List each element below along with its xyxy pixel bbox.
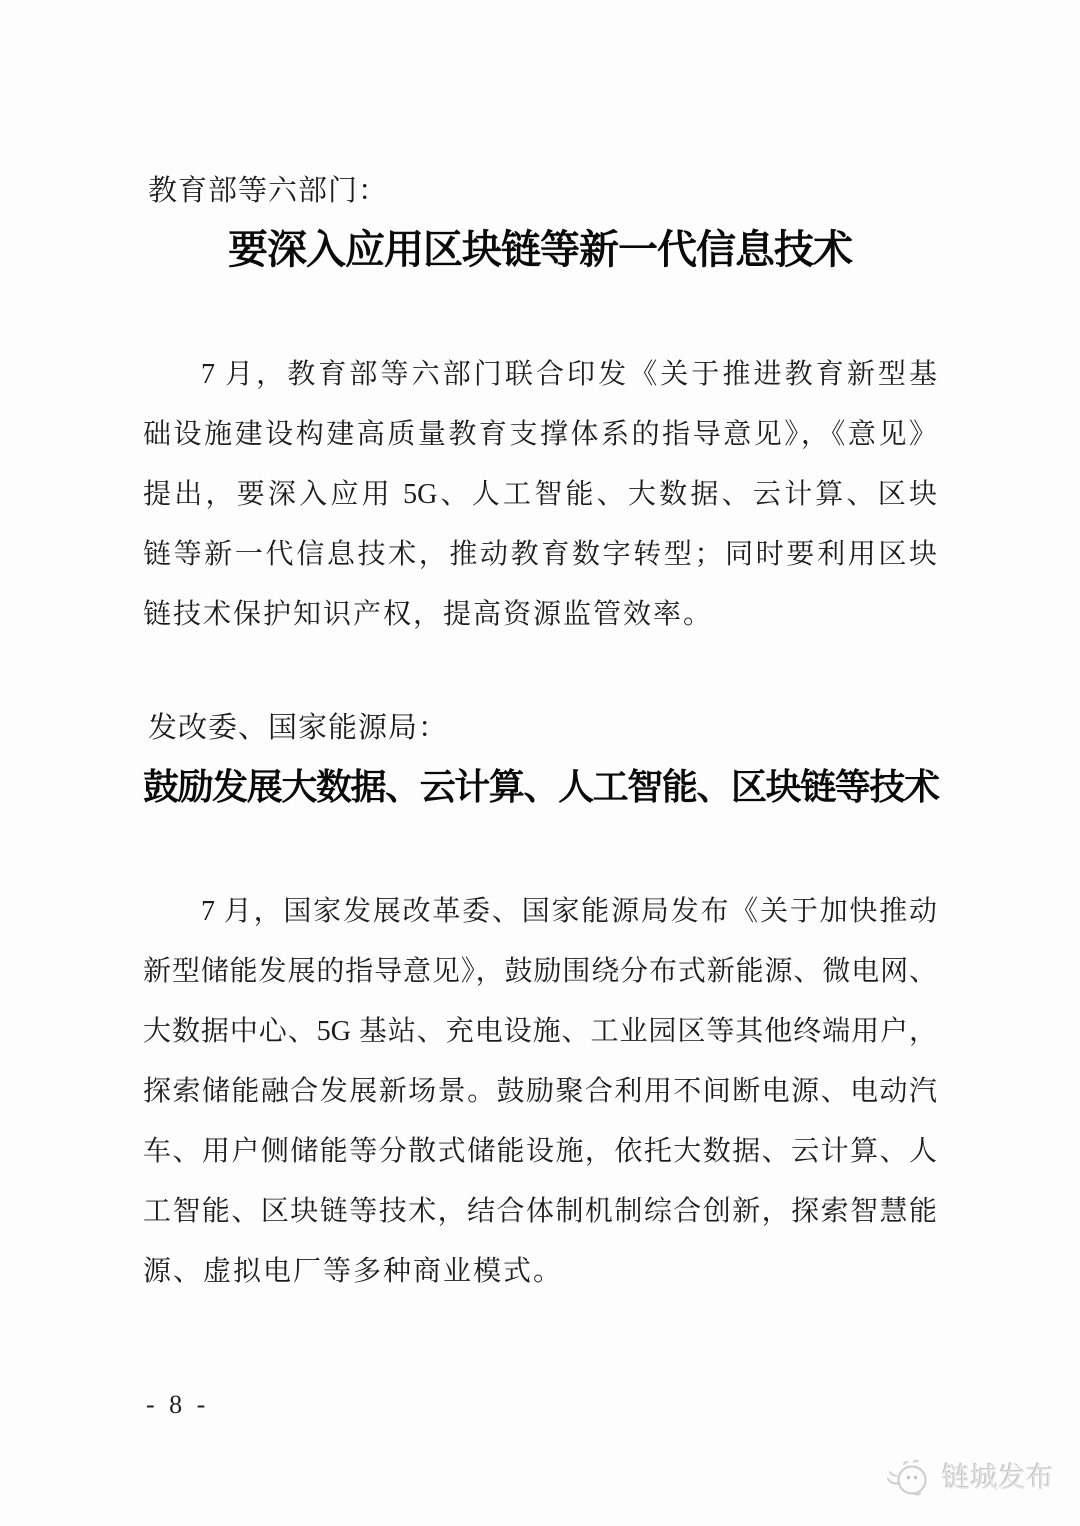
section-1-title: 要深入应用区块链等新一代信息技术	[228, 227, 852, 272]
paragraph-line: 车、用户侧储能等分散式储能设施，依托大数据、云计算、人	[143, 1136, 937, 1167]
paragraph-line: 工智能、区块链等技术，结合体制机制综合创新，探索智慧能	[143, 1196, 937, 1227]
section-2-title: 鼓励发展大数据、云计算、人工智能、区块链等技术	[143, 767, 937, 807]
publisher-watermark	[884, 1455, 1054, 1501]
paragraph-line: 链等新一代信息技术，推动教育数字转型；同时要利用区块	[143, 539, 937, 570]
section-2-kicker: 发改委、国家能源局：	[148, 712, 449, 744]
paragraph-line: 提出，要深入应用 5G、人工智能、大数据、云计算、区块	[143, 479, 937, 510]
paragraph-line: 源、虚拟电厂等多种商业模式。	[143, 1256, 564, 1287]
paragraph-line: 7 月，国家发展改革委、国家能源局发布《关于加快推动	[201, 896, 937, 927]
watermark-label: 链城发布	[942, 1462, 1055, 1493]
paragraph-line: 链技术保护知识产权，提高资源监管效率。	[143, 599, 714, 630]
mascot-bird-icon	[884, 1455, 934, 1501]
section-2-paragraph	[143, 882, 937, 1302]
page-number: - 8 -	[146, 1390, 210, 1419]
section-1-paragraph	[143, 345, 937, 645]
section-1-kicker: 教育部等六部门：	[148, 175, 389, 207]
paragraph-line: 大数据中心、5G 基站、充电设施、工业园区等其他终端用户，	[143, 1016, 937, 1047]
paragraph-line: 新型储能发展的指导意见》，鼓励围绕分布式新能源、微电网、	[143, 956, 937, 987]
paragraph-line: 探索储能融合发展新场景。鼓励聚合利用不间断电源、电动汽	[143, 1076, 937, 1107]
paragraph-line: 础设施建设构建高质量教育支撑体系的指导意见》，《意见》	[143, 419, 937, 450]
paragraph-line: 7 月，教育部等六部门联合印发《关于推进教育新型基	[201, 359, 937, 390]
